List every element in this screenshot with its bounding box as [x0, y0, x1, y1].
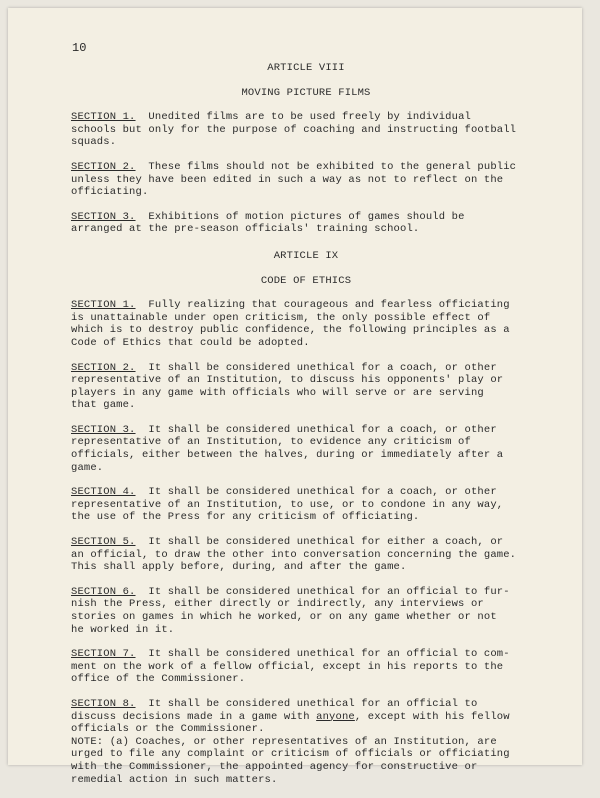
section-text: ment on the work of a fellow official, except in his reports to the — [71, 660, 504, 673]
article-ix-section-7 — [71, 648, 541, 686]
section-text: Code of Ethics that could be adopted. — [71, 336, 310, 349]
article-ix-section-3 — [71, 424, 541, 474]
section-text: squads. — [71, 136, 117, 149]
section-line — [71, 462, 541, 475]
article-viii-section-3 — [71, 211, 541, 236]
section-line — [71, 499, 541, 512]
article-ix-section-1 — [71, 299, 541, 349]
section-line — [71, 598, 541, 611]
emphasized-word: anyone — [316, 710, 355, 723]
section-line — [71, 399, 541, 412]
section-text: It shall be considered unethical for an official to — [148, 697, 478, 710]
section-text: he worked in it. — [71, 623, 175, 636]
section-text: These films should not be exhibited to the general public — [148, 160, 517, 173]
section-label: SECTION 8. — [71, 697, 136, 710]
section-line — [71, 374, 541, 387]
section-text: representative of an Institution, to use, or to condone in any way, — [71, 498, 504, 511]
section-line — [71, 223, 541, 236]
section-text: It shall be considered unethical for a coach, or other — [148, 361, 497, 374]
article-viii-section-2 — [71, 161, 541, 199]
section-line — [71, 387, 541, 400]
section-text: Fully realizing that courageous and fearless officiating — [148, 299, 510, 312]
section-text: schools but only for the purpose of coaching and instructing football — [71, 123, 517, 136]
section-text: It shall be considered unethical for either a coach, or — [148, 536, 504, 549]
section-line — [71, 312, 541, 325]
section-text: that game. — [71, 399, 136, 412]
section-first-line — [71, 486, 541, 499]
section-line — [71, 611, 541, 624]
section-line — [71, 436, 541, 449]
section-text: discuss decisions made in a game with — [71, 710, 317, 723]
section-text: nish the Press, either directly or indirectly, any interviews or — [71, 598, 484, 611]
section-label: SECTION 3. — [71, 210, 136, 223]
section-label: SECTION 1. — [71, 299, 136, 312]
section-first-line — [71, 299, 541, 312]
article-viii-subtitle: MOVING PICTURE FILMS — [241, 86, 371, 99]
section-line: officials or the Commissioner. — [71, 723, 265, 736]
section-line — [71, 661, 541, 674]
section-text: is unattainable under open criticism, the only possible effect of — [71, 311, 491, 324]
section-label: SECTION 6. — [71, 585, 136, 598]
section-label: SECTION 1. — [71, 111, 136, 124]
section-line: NOTE: (a) Coaches, or other representatives of an Institution, are — [71, 735, 497, 748]
section-line — [71, 449, 541, 462]
section-line: urged to file any complaint or criticism of officials or officiating — [71, 748, 510, 761]
section-text: which is to destroy public confidence, the following principles as a — [71, 324, 510, 337]
section-label: SECTION 7. — [71, 648, 136, 661]
section-text: the use of the Press for any criticism of officiating. — [71, 511, 420, 524]
article-viii-title: ARTICLE VIII — [267, 62, 345, 74]
section-first-line — [71, 161, 541, 174]
section-text: arranged at the pre-season officials' training school. — [71, 223, 420, 236]
section-text: an official, to draw the other into conversation concerning the game. — [71, 548, 517, 561]
section-text: This shall apply before, during, and after the game. — [71, 561, 407, 574]
section-line: with the Commissioner, the appointed agency for constructive or — [71, 760, 478, 773]
section-text: It shall be considered unethical for a coach, or other — [148, 486, 497, 499]
article-viii-section-1 — [71, 111, 541, 149]
section-first-line — [71, 111, 541, 124]
section-label: SECTION 5. — [71, 536, 136, 549]
page-number: 10 — [72, 41, 87, 55]
section-text: unless they have been edited in such a way as not to reflect on the — [71, 173, 504, 186]
section-first-line — [71, 648, 541, 661]
section-text: stories on games in which he worked, or on any game whether or not — [71, 611, 497, 623]
section-label: SECTION 2. — [71, 160, 136, 173]
section-text: It shall be considered unethical for a coach, or other — [148, 423, 497, 436]
document-page — [8, 8, 582, 786]
section-label: SECTION 3. — [71, 423, 136, 436]
section-line — [71, 124, 541, 137]
section-label: SECTION 2. — [71, 361, 136, 374]
section-text: Unedited films are to be used freely by individual — [148, 111, 471, 124]
section-label: SECTION 4. — [71, 486, 136, 499]
section-text: It shall be considered unethical for an official to com- — [148, 648, 510, 661]
article-ix-section-6 — [71, 586, 541, 636]
section-first-line — [71, 536, 541, 549]
section-first-line — [71, 211, 541, 224]
article-ix-sections — [71, 299, 541, 686]
section-text: representative of an Institution, to discuss his opponents' play or — [71, 374, 504, 387]
section-first-line — [71, 698, 541, 711]
article-ix-section-5 — [71, 536, 541, 574]
section-text: officials, either between the halves, during or immediately after a — [71, 449, 504, 462]
section-text: officiating. — [71, 186, 149, 199]
section-text: office of the Commissioner. — [71, 673, 246, 686]
section-line — [71, 324, 541, 337]
section-line — [71, 186, 541, 199]
section-text: Exhibitions of motion pictures of games should be — [148, 210, 465, 223]
section-first-line — [71, 424, 541, 437]
section-line: remedial action in such matters. — [71, 773, 278, 786]
article-ix-section-4 — [71, 486, 541, 524]
article-viii-sections — [71, 111, 541, 236]
page-content — [71, 56, 541, 798]
section-text: It shall be considered unethical for an official to fur- — [148, 585, 510, 598]
section-text: players in any game with officials who will serve or are serving — [71, 386, 484, 399]
article-ix-title: ARTICLE IX — [273, 249, 339, 262]
section-line — [71, 174, 541, 187]
section-line — [71, 561, 541, 574]
section-text: , except with his fellow — [354, 710, 510, 723]
section-line — [71, 549, 541, 562]
section-line — [71, 136, 541, 149]
section-line — [71, 511, 541, 524]
article-ix-subtitle: CODE OF ETHICS — [260, 274, 352, 287]
section-line — [71, 711, 541, 724]
section-first-line — [71, 586, 541, 599]
section-line — [71, 337, 541, 350]
section-text: representative of an Institution, to evidence any criticism of — [71, 436, 471, 449]
section-line — [71, 624, 541, 637]
section-text: game. — [71, 461, 104, 474]
section-first-line — [71, 362, 541, 375]
article-ix-section-2 — [71, 362, 541, 412]
section-line — [71, 673, 541, 686]
